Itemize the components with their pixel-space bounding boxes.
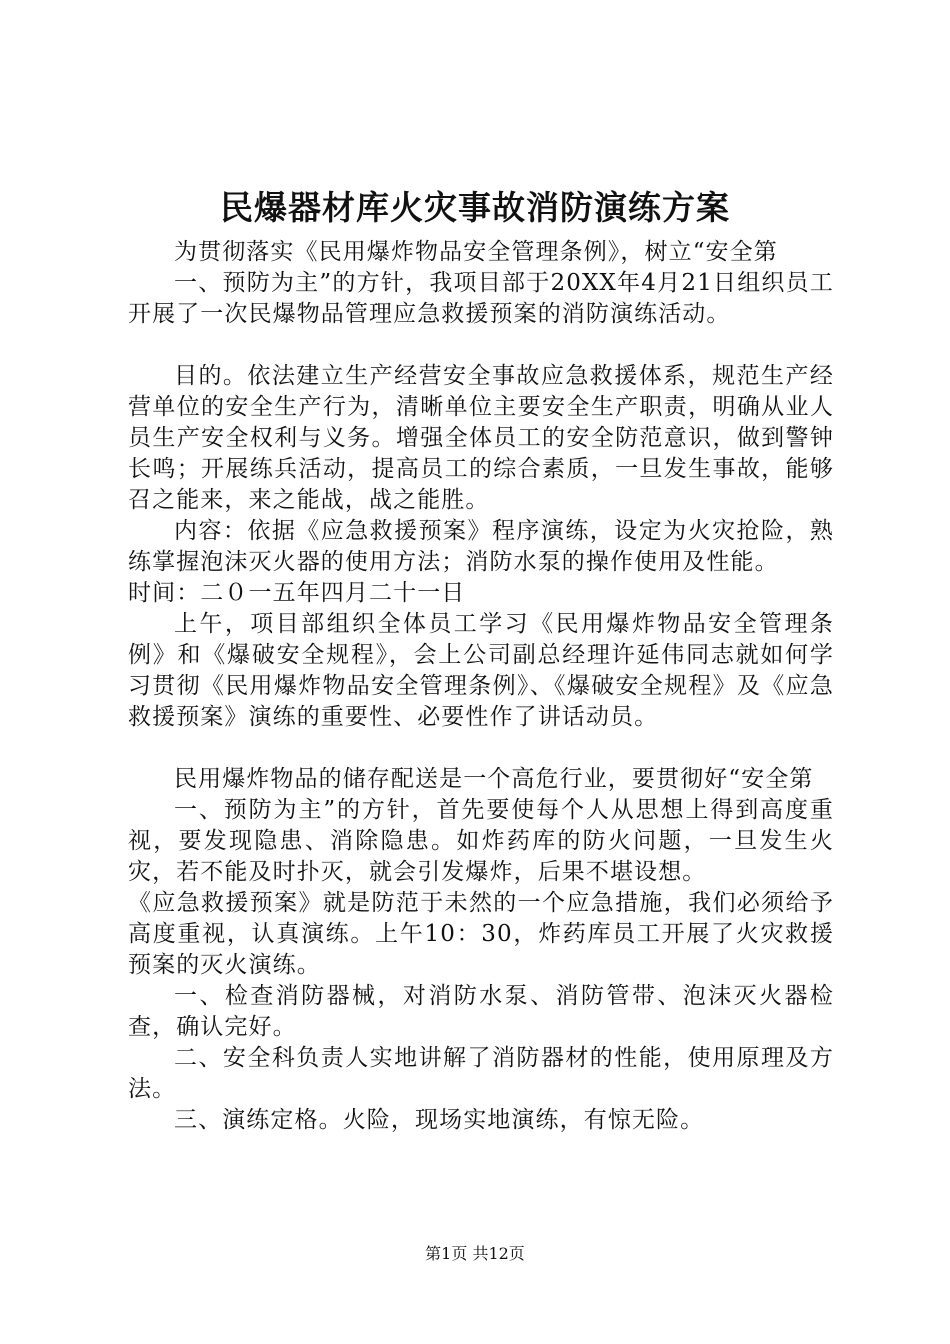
paragraph-spacer (128, 330, 834, 361)
paragraph-step-3: 三、演练定格。火险，现场实地演练，有惊无险。 (174, 1107, 705, 1133)
paragraph-time: 时间：二０一五年四月二十一日 (128, 580, 466, 606)
paragraph-step-2: 二、安全科负责人实地讲解了消防器材的性能，使用原理及方法。 (128, 1045, 834, 1102)
paragraph-industry: 民用爆炸物品的储存配送是一个高危行业，要贯彻好“安全第 (174, 766, 814, 792)
paragraph-plan: 《应急救援预案》就是防范于未然的一个应急措施，我们必须给予高度重视，认真演练。上午10：30，炸药库员工开展了火灾救援预案的灭火演练。 (128, 890, 834, 978)
page-number: 第1页 共12页 (425, 1244, 525, 1263)
paragraph-intro: 为贯彻落实《民用爆炸物品安全管理条例》，树立“安全第 (174, 239, 778, 265)
paragraph-prevention: 一、预防为主”的方针，首先要使每个人从思想上得到高度重视，要发现隐患、消除隐患。如炸药库的防火问题，一旦发生火灾，若不能及时扑灭，就会引发爆炸，后果不堪设想。 (128, 797, 834, 885)
paragraph-spacer (128, 733, 834, 764)
document-body (128, 237, 834, 1136)
paragraph-morning: 上午，项目部组织全体员工学习《民用爆炸物品安全管理条例》和《爆破安全规程》，会上公司副总经理许延伟同志就如何学习贯彻《民用爆炸物品安全管理条例》、《爆破安全规程》及《应急救援预案》演练的重要性、必要性作了讲话动员。 (128, 611, 834, 730)
paragraph-step-1: 一、检查消防器械，对消防水泵、消防管带、泡沫灭火器检查，确认完好。 (128, 983, 834, 1040)
paragraph-policy: 一、预防为主”的方针，我项目部于20XX年4月21日组织员工开展了一次民爆物品管理应急救援预案的消防演练活动。 (128, 270, 834, 327)
paragraph-content: 内容：依据《应急救援预案》程序演练，设定为火灾抢险，熟练掌握泡沫灭火器的使用方法；消防水泵的操作使用及性能。 (128, 518, 834, 575)
paragraph-purpose: 目的。依法建立生产经营安全事故应急救援体系，规范生产经营单位的安全生产行为，清晰单位主要安全生产职责，明确从业人员生产安全权利与义务。增强全体员工的安全防范意识，做到警钟长鸣；开展练兵活动，提高员工的综合素质，一旦发生事故，能够召之能来，来之能战，战之能胜。 (128, 363, 834, 513)
document-title: 民爆器材库火灾事故消防演练方案 (220, 188, 730, 227)
